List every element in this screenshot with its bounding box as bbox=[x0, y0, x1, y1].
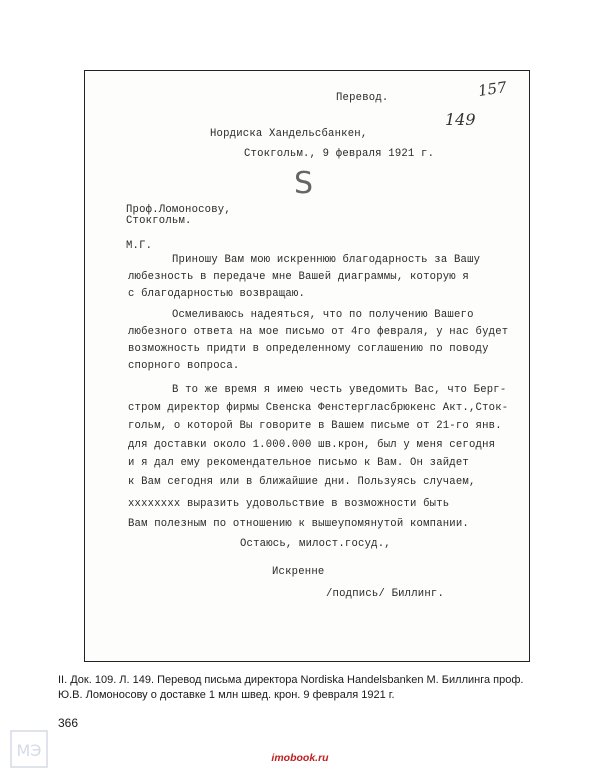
letter-header: Перевод. bbox=[336, 92, 389, 104]
letter-line: к Вам сегодня или в ближайшие дни. Пользуясь случаем, bbox=[128, 476, 476, 488]
stamp-letter: S bbox=[294, 166, 314, 201]
addressee-line-1: Проф.Ломоносову, bbox=[126, 204, 231, 216]
letter-line: спорного вопроса. bbox=[128, 360, 240, 372]
figure-caption: II. Док. 109. Л. 149. Перевод письма директора Nordiska Handelsbanken М. Биллинга проф. Ю.В. Ломоносову о доставке 1 млн швед. крон. 9 февраля 1921 г. bbox=[58, 674, 524, 701]
letter-line: любезного ответа на мое письмо от 4го февраля, у нас будет bbox=[128, 326, 509, 338]
closing-sincerely: Искренне bbox=[272, 566, 325, 578]
letter-line: В то же время я имею честь уведомить Вас, что Берг- bbox=[172, 384, 507, 396]
salutation: М.Г. bbox=[126, 240, 153, 252]
letter-line: хххххххх выразить удовольствие в возможности быть bbox=[128, 498, 450, 510]
letter-line: стром директор фирмы Свенска Фенстергласбрюкенс Акт.,Сток- bbox=[128, 402, 509, 414]
bank-name: Нордиска Хандельсбанкен, bbox=[210, 128, 368, 140]
closing-line: Остаюсь, милост.госуд., bbox=[240, 538, 391, 550]
letter-line: и я дал ему рекомендательное письмо к Вам. Он зайдет bbox=[128, 457, 469, 469]
signature-line: /подпись/ Биллинг. bbox=[326, 588, 445, 600]
letter-line: Осмеливаюсь надеяться, что по получению Вашего bbox=[172, 309, 474, 321]
handwritten-mark: 149 bbox=[445, 110, 476, 129]
place-date: Стокгольм., 9 февраля 1921 г. bbox=[244, 148, 435, 160]
letter-line: Приношу Вам мою искреннюю благодарность за Вашу bbox=[172, 254, 481, 266]
letter-line: возможность придти в определенному соглашению по поводу bbox=[128, 343, 489, 355]
letter-line: гольм, о которой Вы говорите в Вашем письме от 21-го янв. bbox=[128, 420, 502, 432]
letter-line: любезность в передаче мне Вашей диаграммы, которую я bbox=[128, 271, 469, 283]
page-number: 366 bbox=[58, 716, 79, 730]
watermark-logo-icon bbox=[10, 730, 48, 768]
archive-number: 157 bbox=[476, 78, 508, 100]
footer-site-link[interactable]: imobook.ru bbox=[271, 752, 329, 764]
letter-line: для доставки около 1.000.000 шв.крон, был у меня сегодня bbox=[128, 439, 496, 451]
letter-line: с благодарностью возвращаю. bbox=[128, 288, 306, 300]
addressee-line-2: Стокгольм. bbox=[126, 215, 192, 227]
letter-line: Вам полезным по отношению к вышеупомянутой компании. bbox=[128, 518, 469, 530]
watermark-text: МЭ bbox=[16, 741, 42, 760]
